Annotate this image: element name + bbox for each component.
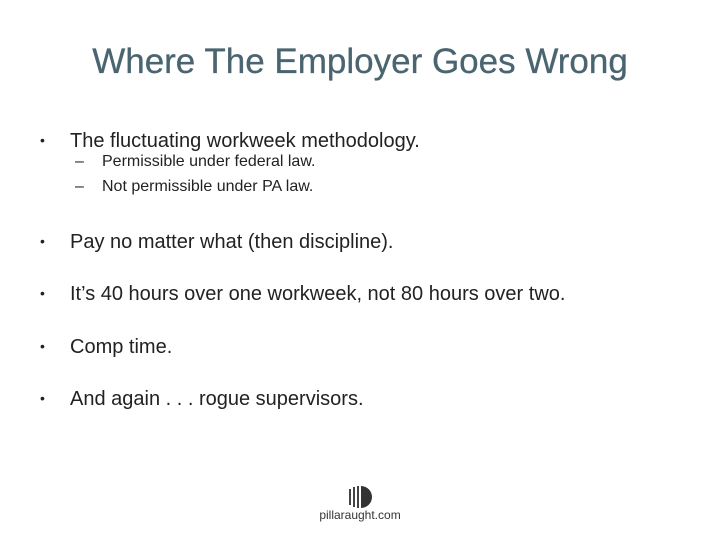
bullet-dot: • (40, 285, 45, 301)
sub-bullet-item (75, 176, 313, 198)
bullet-item (40, 385, 364, 412)
bullet-dot: • (40, 132, 45, 148)
slide-title: Where The Employer Goes Wrong (92, 42, 628, 81)
bullet-text: It’s 40 hours over one workweek, not 80 hours over two. (70, 283, 566, 305)
bullet-item (40, 228, 394, 255)
footer-url[interactable]: pillaraught.com (319, 508, 401, 522)
pillar-logo-icon (347, 486, 373, 508)
bullet-dot: • (40, 233, 45, 249)
sub-bullet-text: Not permissible under PA law. (102, 178, 314, 195)
bullet-item (40, 280, 565, 307)
sub-bullet-dash: – (75, 178, 84, 195)
bullet-text: And again . . . rogue supervisors. (70, 388, 364, 410)
bullet-item (40, 333, 172, 360)
sub-bullet-text: Permissible under federal law. (102, 153, 316, 170)
bullet-text: Pay no matter what (then discipline). (70, 231, 394, 253)
sub-bullet-item (75, 151, 315, 173)
bullet-text: Comp time. (70, 336, 173, 358)
bullet-text: The fluctuating workweek methodology. (70, 130, 420, 152)
bullet-dot: • (40, 390, 45, 406)
bullet-item (40, 127, 420, 154)
bullet-dot: • (40, 338, 45, 354)
sub-bullet-dash: – (75, 153, 84, 170)
